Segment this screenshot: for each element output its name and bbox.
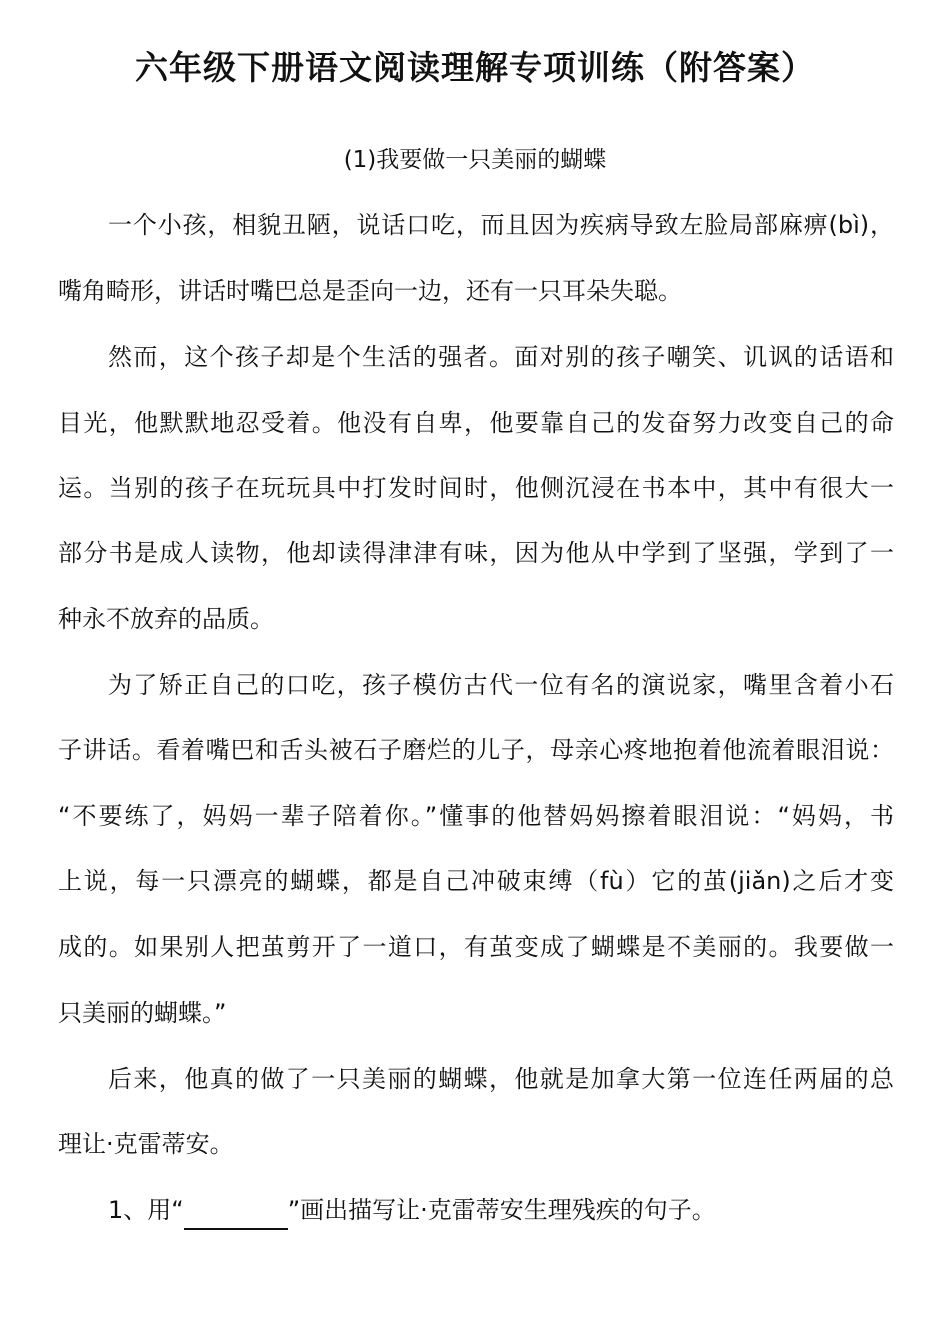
paragraph-line: 嘴角畸形，讲话时嘴巴总是歪向一边，还有一只耳朵失聪。 [58,277,682,305]
paragraph-line: “不要练了，妈妈一辈子陪着你。”懂事的他替妈妈擦着眼泪说：“妈妈，书 [58,802,894,830]
paragraph-line: 目光，他默默地忍受着。他没有自卑，他要靠自己的发奋努力改变自己的命 [58,409,894,437]
paragraph-line: 理让·克雷蒂安。 [58,1130,234,1158]
passage-title: (1)我要做一只美丽的蝴蝶 [343,147,607,173]
question-1 [108,1192,716,1230]
paragraph-line: 后来，他真的做了一只美丽的蝴蝶，他就是加拿大第一位连任两届的总 [108,1065,894,1093]
paragraph-line: 运。当别的孩子在玩玩具中打发时间时，他侧沉浸在书本中，其中有很大一 [58,474,894,502]
paragraph-line: 只美丽的蝴蝶。” [58,999,227,1027]
question-1-prefix: 1、用“ [108,1196,184,1224]
answer-underline [184,1194,288,1230]
document-title: 六年级下册语文阅读理解专项训练（附答案） [135,48,815,87]
paragraph-line: 为了矫正自己的口吃，孩子模仿古代一位有名的演说家，嘴里含着小石 [108,671,894,699]
paragraph-line: 子讲话。看着嘴巴和舌头被石子磨烂的儿子，母亲心疼地抱着他流着眼泪说： [58,736,894,764]
paragraph-line: 一个小孩，相貌丑陋，说话口吃，而且因为疾病导致左脸局部麻痹(bì)， [108,211,894,239]
paragraph-line: 上说，每一只漂亮的蝴蝶，都是自己冲破束缚（fù）它的茧(jiǎn)之后才变 [58,867,894,895]
paragraph-line: 然而，这个孩子却是个生活的强者。面对别的孩子嘲笑、讥讽的话语和 [108,343,894,371]
paragraph-line: 种永不放弃的品质。 [58,605,274,633]
paragraph-line: 部分书是成人读物，他却读得津津有味，因为他从中学到了坚强，学到了一 [58,539,894,567]
paragraph-line: 成的。如果别人把茧剪开了一道口，有茧变成了蝴蝶是不美丽的。我要做一 [58,933,894,961]
question-1-suffix: ”画出描写让·克雷蒂安生理残疾的句子。 [287,1196,716,1224]
